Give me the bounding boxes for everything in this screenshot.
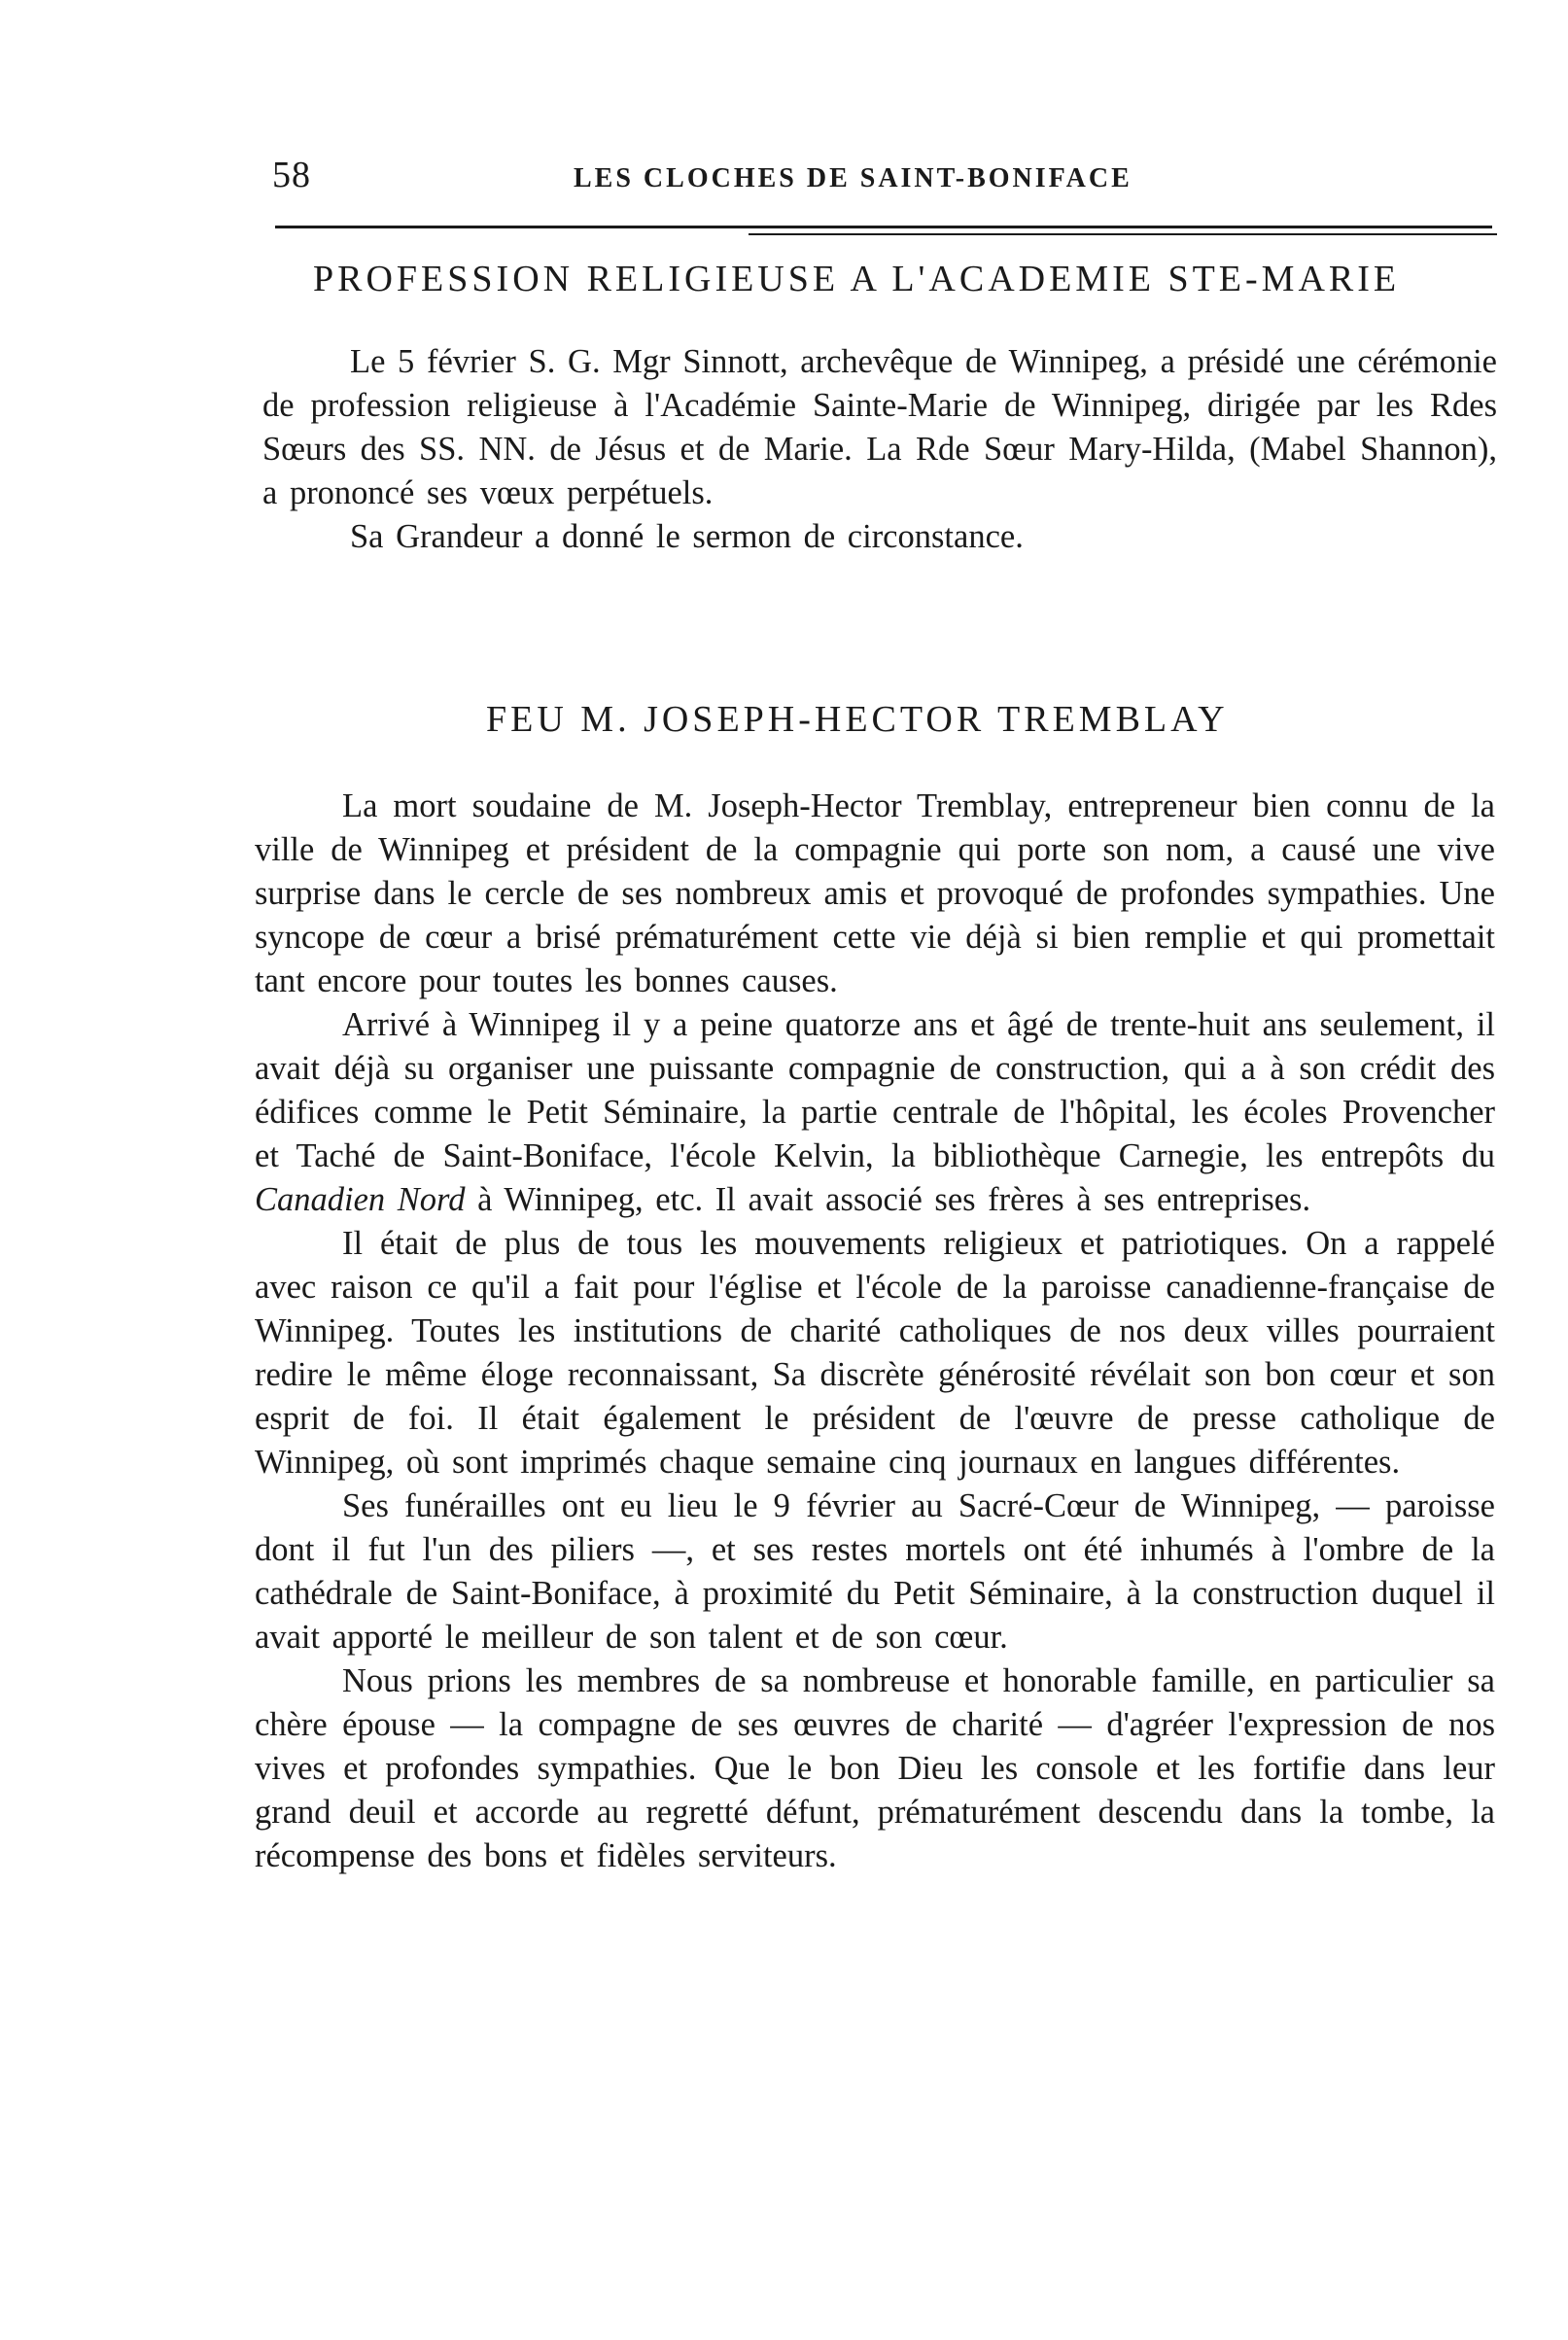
running-title: LES CLOCHES DE SAINT-BONIFACE [574,163,1132,193]
header-rule [275,226,1492,228]
newspaper-title: Canadien Nord [255,1181,466,1218]
paragraph: Nous prions les membres de sa nombreuse et honorable famille, en particulier sa chère épouse — la compagne de ses œuvres de charité — d'agréer l'expression de nos vives et profondes sympathies. Que le bon Dieu les console et les fortifie dans leur grand deuil et accorde au regretté défunt, prématurément descendu dans la tombe, la récompense des bons et fidèles serviteurs. [255,1662,1495,1874]
paragraph: Ses funérailles ont eu lieu le 9 février au Sacré-Cœur de Winnipeg, — paroisse dont il fut l'un des piliers —, et ses restes mortels ont été inhumés à l'ombre de la cathédrale de Saint-Boniface, à proximité du Petit Séminaire, à la construction duquel il avait apporté le meilleur de son talent et de son cœur. [255,1487,1495,1656]
paragraph: Sa Grandeur a donné le sermon de circonstance. [350,518,1024,555]
section-body-profession [262,340,1497,559]
paragraph: La mort soudaine de M. Joseph-Hector Tremblay, entrepreneur bien connu de la ville de Winnipeg et président de la compagnie qui porte son nom, a causé une vive surprise dans le cercle de ses nombreux amis et provoqué de profondes sympathies. Une syncope de cœur a brisé prématurément cette vie déjà si bien remplie et qui promettait tant encore pour toutes les bonnes causes. [255,787,1495,999]
page-number: 58 [272,155,311,195]
section-title-tremblay: FEU M. JOSEPH-HECTOR TREMBLAY [486,699,1229,740]
paragraph-text: Arrivé à Winnipeg il y a peine quatorze ans et âgé de trente-huit ans seulement, il avait déjà su organiser une puissante compagnie de construction, qui a à son crédit des édifices comme le Petit Séminaire, la partie centrale de l'hôpital, les écoles Provencher et Taché de Saint-Boniface, l'école Kelvin, la bibliothèque Carnegie, les entrepôts du [255,1006,1495,1174]
paragraph-text: à Winnipeg, etc. Il avait associé ses frères à ses entreprises. [477,1181,1311,1218]
paragraph: Il était de plus de tous les mouvements religieux et patriotiques. On a rappelé avec raison ce qu'il a fait pour l'église et l'école de la paroisse canadienne-française de Winnipeg. Toutes les institutions de charité catholiques de nos deux villes pourraient redire le même éloge reconnaissant, Sa discrète générosité révélait son bon cœur et son esprit de foi. Il était également le président de l'œuvre de presse catholique de Winnipeg, où sont imprimés chaque semaine cinq journaux en langues différentes. [255,1225,1495,1481]
paragraph [255,1003,1495,1222]
page-header [272,154,1497,202]
section-body-tremblay [255,785,1495,1878]
paragraph: Le 5 février S. G. Mgr Sinnott, archevêque de Winnipeg, a présidé une cérémonie de profession religieuse à l'Académie Sainte-Marie de Winnipeg, dirigée par les Rdes Sœurs des SS. NN. de Jésus et de Marie. La Rde Sœur Mary-Hilda, (Mabel Shannon), a prononcé ses vœux perpétuels. [262,343,1497,511]
header-rule-secondary [749,233,1497,235]
section-title-profession: PROFESSION RELIGIEUSE A L'ACADEMIE STE-MARIE [313,259,1401,299]
